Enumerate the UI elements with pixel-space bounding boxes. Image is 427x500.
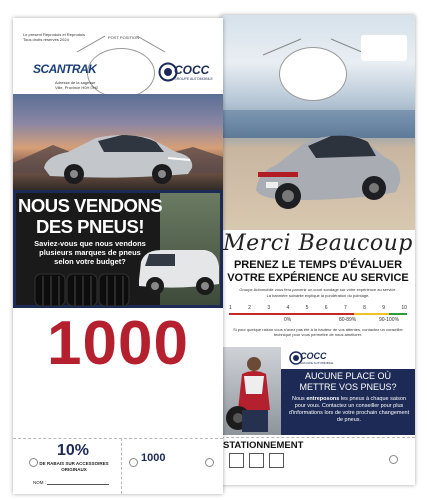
promo-title-2: METTRE VOS PNEUS? — [299, 382, 397, 392]
score-9: 9 — [382, 305, 386, 311]
scantrak-logo — [33, 60, 96, 78]
score-5: 5 — [305, 305, 309, 311]
svg-text:POST POSITION: POST POSITION — [108, 35, 140, 40]
score-label-high: 90-100% — [379, 317, 400, 323]
score-6: 6 — [324, 305, 328, 311]
back-logo-sub: GROUPE AUTOMOBILE — [300, 361, 334, 365]
promo-body-bold: entreposons — [306, 396, 340, 402]
back-logo-text: COCC — [300, 351, 327, 361]
banner-question-1: Saviez-vous que nous vendons — [34, 239, 146, 248]
coupon-name-label: NOM : — [33, 480, 46, 485]
parking-box-3[interactable] — [269, 453, 284, 468]
tag-number: 1000 — [47, 309, 189, 378]
coupon-text-1: DE RABAIS SUR ACCESSOIRES — [39, 461, 109, 466]
front-logo-text: COCC — [174, 63, 210, 77]
back-intro-2: La bannière suivante explique la pondération du pointage. — [266, 293, 370, 298]
front-addr-1: Adresse de la sagesse — [55, 80, 96, 85]
merci-title: Merci Beaucoup — [223, 231, 413, 256]
score-8: 8 — [363, 305, 366, 311]
back-intro-1: Groupe Automobile vous fera parvenir un court sondage sur votre expérience au service. — [239, 287, 397, 292]
coupon-text-2: ORIGINAUX — [61, 467, 87, 472]
front-logo — [158, 60, 214, 86]
scantrak-text: SCANTRAK — [33, 62, 97, 76]
score-2: 2 — [248, 305, 251, 311]
front-top-line-1: Le present Reproduis et Reproduis — [23, 32, 86, 37]
front-hang-tag — [13, 18, 223, 494]
score-label-low: 0% — [284, 317, 292, 323]
front-addr-2: Ville, Province H0H 0H0 — [55, 85, 98, 90]
parking-box-2[interactable] — [249, 453, 264, 468]
banner-title-1: NOUS VENDONS — [17, 195, 163, 216]
score-bar — [229, 313, 407, 315]
parking-label: STATIONNEMENT — [223, 440, 304, 451]
mechanic-figure — [226, 350, 281, 435]
score-4: 4 — [286, 305, 290, 311]
front-logo-sub: GROUPE AUTOMOBILE — [174, 77, 213, 81]
banner-question-2: plusieurs marques de pneus — [39, 248, 141, 257]
banner-question-3: selon votre budget? — [54, 257, 126, 266]
banner-title-2: DES PNEUS! — [35, 216, 145, 237]
stub-hole-icon — [129, 458, 138, 467]
back-logo — [289, 349, 334, 367]
score-scale-numbers — [229, 305, 407, 311]
front-stub-divider — [121, 438, 122, 494]
coupon-percent: 10% — [56, 442, 90, 459]
front-perforation — [13, 438, 223, 439]
score-label-mid: 80-89% — [339, 317, 357, 323]
stub-number: 1000 — [141, 452, 166, 464]
tires-image — [33, 272, 153, 306]
promo-title-1: AUCUNE PLACE OÙ — [304, 371, 392, 381]
front-car-image — [38, 124, 198, 186]
back-hang-slit — [261, 37, 371, 57]
front-hang-slit — [75, 32, 167, 54]
back-perforation — [221, 437, 415, 438]
score-labels — [229, 317, 407, 324]
back-stub-hole-icon — [389, 455, 398, 464]
front-top-line-2: Tous droits réservés 2024 — [23, 37, 69, 42]
score-10: 10 — [401, 305, 407, 311]
back-headline-1: PRENEZ LE TEMPS D'ÉVALUER — [233, 259, 403, 271]
score-7: 7 — [343, 305, 347, 311]
back-car-image — [236, 120, 406, 215]
back-note: Si pour quelque raison vous n'avez pas été à la hauteur de vos attentes, contactez un conseiller technique pour vous permettre de nous améliorer. — [233, 327, 403, 337]
back-hang-tag — [221, 15, 415, 485]
stub-hole-icon-right — [205, 458, 214, 467]
promo-body — [287, 396, 411, 424]
score-3: 3 — [267, 305, 271, 311]
back-headline-2: VOTRE EXPÉRIENCE AU SERVICE — [227, 272, 409, 284]
coupon-name-line[interactable] — [47, 484, 109, 485]
promo-body-post: les pneus à chaque saison pour vous. Contactez un conseiller pour plus d'informations lors de votre prochain changement de pneus. — [288, 396, 410, 423]
back-logo-card — [361, 35, 407, 61]
front-hang-hole — [87, 48, 155, 98]
promo-body-pre: Nous — [291, 396, 305, 402]
score-1: 1 — [229, 305, 232, 311]
parking-box-1[interactable] — [229, 453, 244, 468]
